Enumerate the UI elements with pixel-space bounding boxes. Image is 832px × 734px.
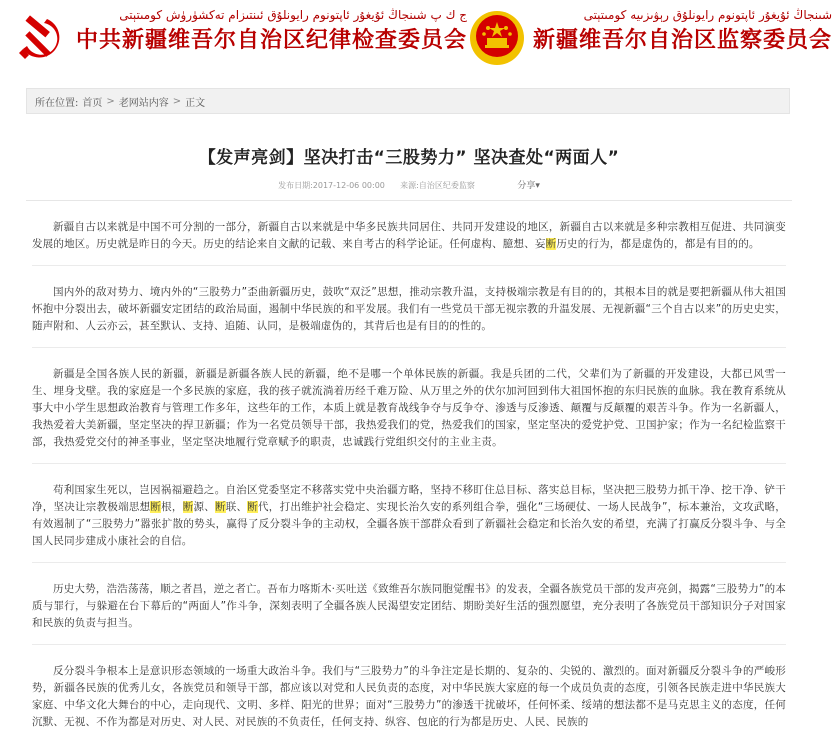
paragraph-divider: [32, 265, 786, 266]
breadcrumb-prefix: 所在位置:: [35, 97, 79, 109]
search-highlight: 断: [545, 238, 557, 250]
publish-date: 2017-12-06 00:00: [312, 181, 385, 190]
paragraph-5: 历史大势，浩浩荡荡，顺之者昌，逆之者亡。吾布力喀斯木·买吐送《致维吾尔族同胞觉醒书》的发表，全疆各族党员干部的发声亮剑，揭露“三股势力”的本质与罪行，与躲避在台下幕后的“两面人”作斗争，深刻表明了全疆各族人民渴望安定团结、期盼美好生活的强烈愿望，充分表明了各族党员干部知识分子对国家和民族的负责与担当。: [32, 583, 786, 629]
search-highlight: 断: [214, 501, 226, 513]
left-org-uyghur: ج ك پ شىنجاڭ ئۇيغۇر ئاپتونوم رايونلۇق ئىنتىزام تەكشۈرۈش كومىتېتى: [119, 8, 468, 22]
paragraph-divider: [32, 347, 786, 348]
article-title: 【发声亮剑】坚决打击“三股势力” 坚决查处“两面人”: [198, 148, 620, 168]
paragraph-text: 代，打出维护社会稳定、实现长治久安的系列组合拳，强化“三场硬仗、一场人民战争”，标本兼治，文攻武略，有效遏制了“三股势力”嚣张扩散的势头，赢得了反分裂斗争的主动权，全疆各族干部群众看到了新疆社会稳定和长治久安的希望，充满了打赢反分裂斗争、与全国人民同步建成小康社会的自信。: [32, 501, 786, 547]
breadcrumb-separator: >: [172, 95, 182, 107]
paragraph-text: 历史的行为，都是虚伪的，都是有目的的。: [556, 238, 760, 250]
breadcrumb-current: 正文: [185, 97, 206, 109]
breadcrumb: [26, 88, 790, 114]
source-label: 来源:: [400, 181, 419, 190]
left-org-name: 中共新疆维吾尔自治区纪律检查委员会: [76, 28, 468, 53]
paragraph-divider: [32, 562, 786, 563]
right-org-uyghur: شىنجاڭ ئۇيغۇر ئاپتونوم رايونلۇق رېۋىزىيە كومىتېتى: [583, 8, 832, 22]
breadcrumb-home-link[interactable]: 首页: [82, 97, 103, 109]
paragraph-4: [32, 482, 786, 550]
meta-divider: [26, 200, 792, 201]
search-highlight: 断: [182, 501, 194, 513]
article-source: 自治区纪委监察: [418, 181, 475, 190]
search-highlight: 断: [150, 501, 162, 513]
share-dropdown[interactable]: 分享▾: [517, 181, 540, 191]
paragraph-text: 源、: [193, 501, 215, 513]
right-org-name: 新疆维吾尔自治区监察委员会: [533, 28, 832, 53]
paragraph-text: 新疆自古以来就是中国不可分割的一部分，新疆自古以来就是中华多民族共同居住、共同开发建设的地区，新疆自古以来就是多种宗教相互促进、共同演变发展的地区。历史就是昨日的今天。历史的结论来自文献的记载、来自考古的科学论证。任何虚构、臆想、妄: [32, 221, 786, 250]
article: [26, 136, 792, 731]
paragraph-text: 根，: [161, 501, 183, 513]
hammer-sickle-icon: [10, 8, 70, 68]
org-right[interactable]: [467, 0, 832, 82]
paragraph-3: 新疆是全国各族人民的新疆，新疆是新疆各族人民的新疆，绝不是哪一个单体民族的新疆。我是兵团的二代，父辈们为了新疆的开发建设，大都已风雪一生、埋身戈壁。我的家庭是一个多民族的家庭，我的孩子就流淌着历经千难万险、从万里之外的伏尔加河回到伟大祖国怀抱的东归民族的血脉。我在教育系统从事大中小学生思想政治教育与管理工作多年，这些年的工作，本质上就是教育战线争夺与反争夺、渗透与反渗透、颠覆与反颠覆的艰苦斗争。作为一名新疆人，我热爱着大美新疆，坚定坚决的捍卫新疆；作为一名党员领导干部，我热爱我们的党，热爱我们的国家，坚定坚决的爱党护党、卫国护家；作为一名纪检监察干部，我热爱党交付的神圣事业，坚定坚决地履行党章赋予的职责，忠诚践行党组织交付的主业主责。: [32, 368, 786, 448]
search-highlight: 断: [247, 501, 259, 513]
org-left[interactable]: [10, 0, 467, 82]
paragraph-1: [32, 219, 786, 253]
paragraph-text: 联、: [225, 501, 248, 513]
national-emblem-icon: [467, 8, 527, 68]
paragraph-2: 国内外的敌对势力、境内外的“三股势力”歪曲新疆历史，鼓吹“双泛”思想，推动宗教升温，支持极端宗教是有目的的，其根本目的就是要把新疆从伟大祖国怀抱中分裂出去，破坏新疆安定团结的政治局面，遏制中华民族的和平发展。我们有一些党员干部无视宗教的升温发展、无视新疆“三个自古以来”的历史史实，随声附和、人云亦云，甚至默认、支持、追随、认同，是极端虚伪的，其背后也是有目的的性的。: [32, 286, 786, 332]
date-label: 发布日期:: [278, 181, 313, 190]
breadcrumb-old-site-link[interactable]: 老网站内容: [118, 97, 169, 109]
article-meta: [26, 178, 792, 194]
paragraph-text: 苟利国家生死以，岂因祸福避趋之。自治区党委坚定不移落实党中央治疆方略，坚持不移盯住总目标、落实总目标，坚决把三股势力抓干净、挖干净、铲干净，坚决让宗教极端思想: [32, 484, 786, 513]
paragraph-divider: [32, 463, 786, 464]
header-banner: [0, 0, 832, 82]
paragraph-divider: [32, 644, 786, 645]
paragraph-6: 反分裂斗争根本上是意识形态领域的一场重大政治斗争。我们与“三股势力”的斗争注定是长期的、复杂的、尖锐的、激烈的。面对新疆反分裂斗争的严峻形势，新疆各民族的优秀儿女，各族党员和领导干部，都应该以对党和人民负责的态度，对中华民族大家庭的每一个成员负责的态度，引领各民族走进中华民族大家庭、中华文化大舞台的中心，走向现代、文明、多样、阳光的世界；面对“三股势力”的渗透干扰破坏，任何怀柔、绥靖的想法都不是马克思主义的态度，任何沉默、无视、不作为都是对历史、对人民、对民族的不负责任，任何支持、纵容、包庇的行为都是历史、人民、民族的: [32, 665, 786, 728]
breadcrumb-separator: >: [106, 95, 115, 107]
